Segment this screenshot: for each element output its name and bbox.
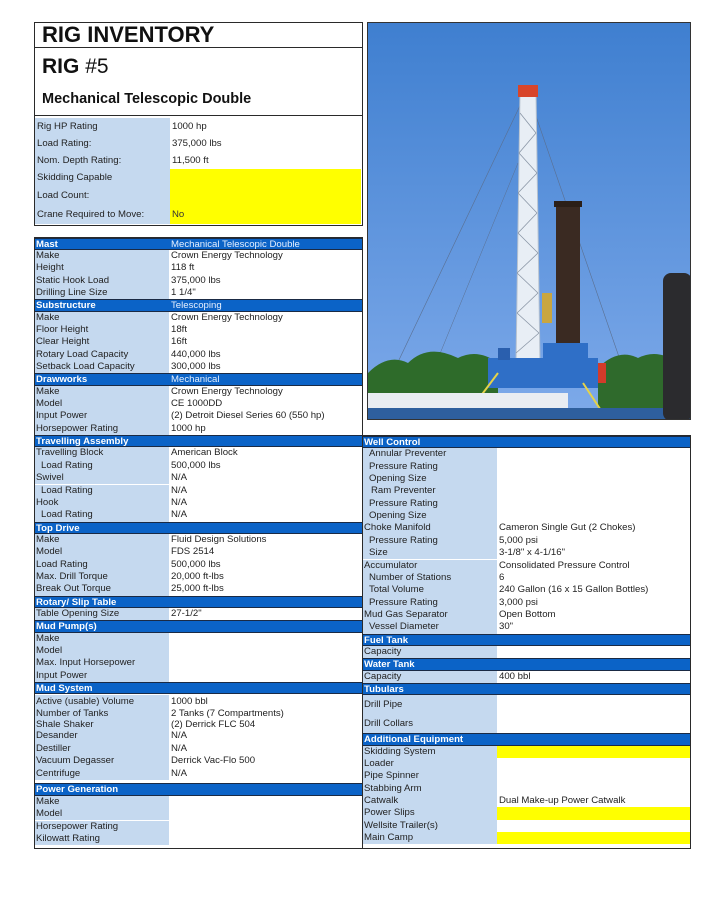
table-row [362,807,691,819]
rig-photo [367,22,691,420]
table-row [362,695,691,714]
table-row [362,621,691,633]
table-row [34,386,363,398]
row-label: Swivel [34,472,169,484]
table-row [34,730,363,743]
row-label: Load Rating [34,485,169,497]
row-value: N/A [169,509,363,521]
spec-label: Load Count: [35,187,170,205]
row-value [497,510,691,522]
section-title: Additional Equipment [364,734,464,746]
table-row [34,349,363,361]
row-label: Rotary Load Capacity [34,349,169,361]
row-value [497,783,691,795]
spec-value: 375,000 lbs [170,135,361,152]
table-row [34,275,363,287]
section-title: Well Control [364,437,421,448]
section-title: Rotary/ Slip Table [36,596,117,608]
table-row [34,633,363,645]
row-label: Max. Input Horsepower [34,657,169,669]
table-row [362,609,691,621]
spec-label: Crane Required to Move: [35,205,170,224]
row-value: N/A [169,768,363,781]
section-header-top-drive [34,522,363,534]
row-value: 16ft [169,336,363,348]
table-row [34,485,363,497]
table-row [34,743,363,756]
table-row [34,312,363,324]
spec-row [35,152,361,169]
row-label: Stabbing Arm [362,783,497,795]
row-value [497,646,691,658]
row-value: 25,000 ft-lbs [169,583,363,595]
table-row [34,768,363,781]
spec-value: No [170,205,361,224]
row-value: CE 1000DD [169,398,363,410]
spec-label: Load Rating: [35,135,170,152]
row-label: Pressure Rating [362,461,497,473]
row-value [169,657,363,669]
row-label: Hook [34,497,169,509]
row-value: 300,000 lbs [169,361,363,373]
row-label: Make [34,633,169,645]
section-title: Mud Pump(s) [36,621,97,633]
table-row [34,657,363,669]
table-row [34,559,363,571]
section-header-mud-system [34,682,363,694]
document-title: RIG INVENTORY [34,22,363,48]
section-value: Mechanical Telescopic Double [171,238,300,250]
row-value [169,670,363,682]
row-value: Crown Energy Technology [169,386,363,398]
table-row [34,833,363,845]
row-value: 500,000 lbs [169,559,363,571]
spec-value [170,187,361,205]
table-row [34,808,363,820]
table-row [34,336,363,348]
table-row [34,509,363,521]
rig-title-block [34,47,363,116]
section-header-well-control [362,436,691,448]
table-row [362,485,691,497]
section-title: Drawworks [36,374,88,386]
row-value: American Block [169,447,363,459]
row-label: Accumulator [362,560,497,572]
table-row [362,820,691,832]
row-value: 3,000 psi [497,597,691,609]
row-label: Make [34,312,169,324]
table-row [362,498,691,510]
spec-row [35,118,361,135]
row-label: Skidding System [362,746,497,758]
row-value: 18ft [169,324,363,336]
row-label: Opening Size [362,510,497,522]
row-value [169,833,363,845]
row-label: Capacity [362,646,497,658]
section-header-travelling-assembly [34,435,363,447]
table-row [34,398,363,410]
row-value: 375,000 lbs [169,275,363,287]
row-label: Break Out Torque [34,583,169,595]
table-row [34,287,363,299]
row-label: Model [34,546,169,558]
table-row [34,361,363,373]
row-value: 5,000 psi [497,535,691,547]
row-value: (2) Detroit Diesel Series 60 (550 hp) [169,410,363,422]
row-value [497,695,691,714]
row-value [169,808,363,820]
table-row [362,714,691,733]
row-label: Horsepower Rating [34,821,169,833]
row-label: Active (usable) Volume [34,695,169,708]
rig-number [42,55,109,79]
row-label: Pressure Rating [362,498,497,510]
table-row [362,646,691,658]
table-row [34,472,363,484]
row-label: Choke Manifold [362,522,497,534]
row-label: Load Rating [34,509,169,521]
row-value: Open Bottom [497,609,691,621]
section-value: Telescoping [171,300,222,312]
row-label: Desander [34,730,169,743]
row-label: Kilowatt Rating [34,833,169,845]
row-value: N/A [169,472,363,484]
row-value [497,461,691,473]
row-label: Static Hook Load [34,275,169,287]
row-label: Capacity [362,671,497,683]
row-value: 440,000 lbs [169,349,363,361]
row-value [169,796,363,808]
row-label: Model [34,398,169,410]
spec-label: Nom. Depth Rating: [35,152,170,169]
row-label: Drill Pipe [362,695,497,714]
table-row [34,423,363,435]
section-header-mast [34,238,363,250]
section-header-power-generation [34,783,363,795]
row-value: FDS 2514 [169,546,363,558]
section-value: Mechanical [171,374,220,386]
table-row [34,250,363,262]
row-value: 500,000 lbs [169,460,363,472]
row-value: Fluid Design Solutions [169,534,363,546]
table-row [34,410,363,422]
table-row [34,708,363,720]
row-label: Loader [362,758,497,770]
row-value: 27-1/2" [169,608,363,620]
spec-row [35,205,361,224]
table-row [34,262,363,274]
table-row [362,758,691,770]
row-value [497,448,691,460]
rig-prefix: RIG [42,55,80,78]
spec-value: 11,500 ft [170,152,361,169]
table-row [34,796,363,808]
table-row [34,546,363,558]
row-label: Load Rating [34,460,169,472]
row-label: Size [362,547,497,559]
table-row [362,832,691,844]
row-label: Power Slips [362,807,497,819]
table-row [362,560,691,572]
row-value: N/A [169,497,363,509]
row-value: Crown Energy Technology [169,312,363,324]
row-label: Destiller [34,743,169,756]
row-value [497,758,691,770]
table-row [362,572,691,584]
section-header-drawworks [34,373,363,385]
row-label: Catwalk [362,795,497,807]
row-value: (2) Derrick FLC 504 [169,720,363,731]
table-row [362,510,691,522]
spec-label: Rig HP Rating [35,118,170,135]
table-row [362,547,691,559]
table-row [34,670,363,682]
row-label: Drilling Line Size [34,287,169,299]
row-value [497,473,691,485]
row-label: Model [34,645,169,657]
section-title: Water Tank [364,659,415,671]
row-label: Load Rating [34,559,169,571]
row-label: Make [34,250,169,262]
row-value [169,821,363,833]
rig-photo-illustration [368,23,691,420]
row-label: Shale Shaker [34,720,169,731]
row-value [497,498,691,510]
section-header-additional-equipment [362,733,691,745]
table-row [34,534,363,546]
row-label: Opening Size [362,473,497,485]
table-row [362,746,691,758]
section-title: Top Drive [36,522,80,534]
section-title: Travelling Assembly [36,436,129,448]
row-label: Floor Height [34,324,169,336]
row-value [497,820,691,832]
table-row [362,597,691,609]
table-row [34,695,363,708]
spec-row [35,169,361,187]
table-row [362,770,691,782]
row-value: 118 ft [169,262,363,274]
row-value: N/A [169,743,363,756]
row-value: 400 bbl [497,671,691,683]
row-label: Ram Preventer [362,485,497,497]
row-label: Model [34,808,169,820]
table-row [34,645,363,657]
row-label: Input Power [34,670,169,682]
row-label: Pipe Spinner [362,770,497,782]
table-row [34,821,363,833]
row-label: Clear Height [34,336,169,348]
section-title: Power Generation [36,784,119,796]
section-title: Mud System [36,683,93,695]
table-row [34,571,363,583]
row-label: Max. Drill Torque [34,571,169,583]
row-value: Dual Make-up Power Catwalk [497,795,691,807]
table-row [34,324,363,336]
row-value: 1000 hp [169,423,363,435]
row-label: Make [34,796,169,808]
row-value: Cameron Single Gut (2 Chokes) [497,522,691,534]
row-value: 6 [497,572,691,584]
row-value: Crown Energy Technology [169,250,363,262]
row-label: Main Camp [362,832,497,844]
row-value: 20,000 ft-lbs [169,571,363,583]
section-header-substructure [34,299,363,311]
row-label: Drill Collars [362,714,497,733]
table-row [362,522,691,534]
row-label: Total Volume [362,584,497,596]
section-header-water-tank [362,658,691,670]
row-label: Horsepower Rating [34,423,169,435]
section-header-mud-pump-s [34,620,363,632]
table-row [34,460,363,472]
table-row [34,447,363,459]
row-label: Setback Load Capacity [34,361,169,373]
row-value: 1 1/4" [169,287,363,299]
row-label: Number of Tanks [34,708,169,720]
row-label: Wellsite Trailer(s) [362,820,497,832]
row-label: Annular Preventer [362,448,497,460]
row-value: N/A [169,485,363,497]
row-label: Make [34,386,169,398]
row-value: 240 Gallon (16 x 15 Gallon Bottles) [497,584,691,596]
section-header-tubulars [362,683,691,695]
row-value [497,714,691,733]
table-row [362,473,691,485]
table-row [362,584,691,596]
row-label: Input Power [34,410,169,422]
row-value [169,645,363,657]
row-label: Pressure Rating [362,535,497,547]
row-label: Table Opening Size [34,608,169,620]
rig-type: Mechanical Telescopic Double [42,91,252,107]
row-label: Centrifuge [34,768,169,781]
row-label: Vacuum Degasser [34,755,169,768]
rig-spec-table [34,115,363,226]
row-value [497,746,691,758]
row-label: Height [34,262,169,274]
section-title: Mast [36,238,58,250]
rig-number-value: #5 [85,55,109,78]
row-value: Consolidated Pressure Control [497,560,691,572]
row-value [497,770,691,782]
row-value: 1000 bbl [169,695,363,708]
row-label: Pressure Rating [362,597,497,609]
section-header-rotary-slip-table [34,596,363,608]
table-row [362,461,691,473]
spec-value [170,169,361,187]
spec-value: 1000 hp [170,118,361,135]
table-row [34,608,363,620]
section-title: Substructure [36,300,96,312]
row-value [497,485,691,497]
row-value: Derrick Vac-Flo 500 [169,755,363,768]
row-value [497,832,691,844]
table-row [362,795,691,807]
spec-row [35,135,361,152]
section-header-fuel-tank [362,634,691,646]
section-title: Fuel Tank [364,634,409,646]
row-label: Number of Stations [362,572,497,584]
section-title: Tubulars [364,684,404,695]
row-label: Travelling Block [34,447,169,459]
row-value: 2 Tanks (7 Compartments) [169,708,363,720]
table-row [362,448,691,460]
table-row [362,783,691,795]
row-value: 30" [497,621,691,633]
table-row [34,720,363,731]
table-row [362,671,691,683]
table-row [34,755,363,768]
row-label: Vessel Diameter [362,621,497,633]
row-value: 3-1/8" x 4-1/16" [497,547,691,559]
spec-label: Skidding Capable [35,169,170,187]
spec-row [35,187,361,205]
table-row [362,535,691,547]
row-value [169,633,363,645]
row-label: Mud Gas Separator [362,609,497,621]
row-value [497,807,691,819]
row-label: Make [34,534,169,546]
row-value: N/A [169,730,363,743]
table-row [34,583,363,595]
table-row [34,497,363,509]
